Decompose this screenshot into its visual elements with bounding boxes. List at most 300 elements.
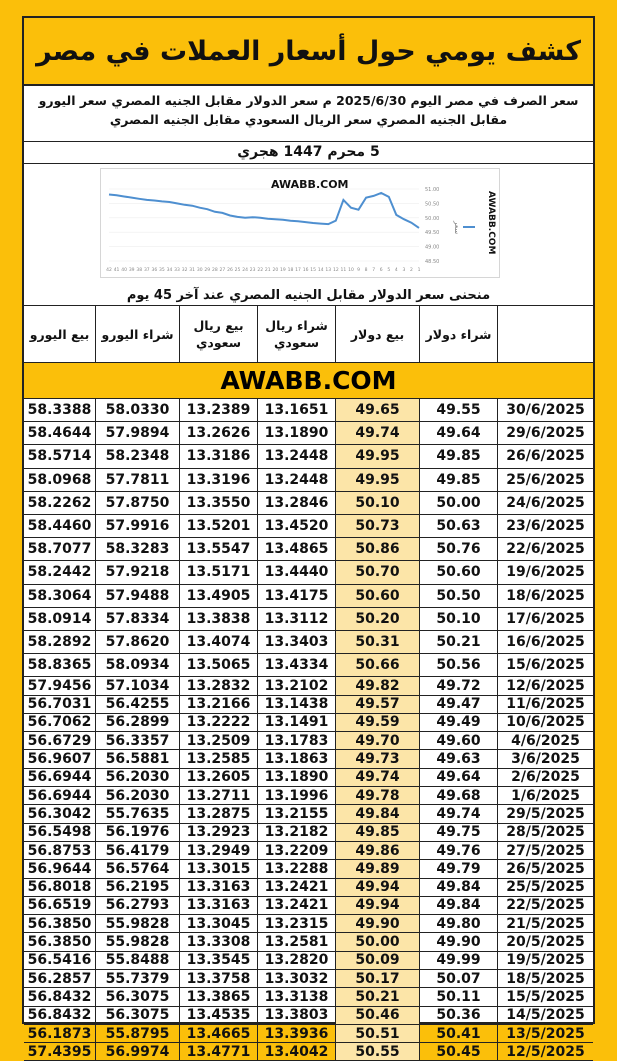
chart-y-tick: 48.50 bbox=[425, 259, 440, 265]
cell-riyal-buy: 13.3032 bbox=[258, 970, 336, 987]
cell-dollar-sell: 50.51 bbox=[336, 1025, 420, 1042]
cell-dollar-sell: 49.95 bbox=[336, 445, 420, 467]
cell-euro-sell: 58.2442 bbox=[24, 561, 96, 583]
cell-euro-sell: 58.0914 bbox=[24, 608, 96, 630]
cell-date: 21/5/2025 bbox=[506, 915, 585, 932]
cell-euro-sell: 58.3388 bbox=[24, 399, 96, 421]
chart-title: AWABB.COM bbox=[271, 178, 349, 191]
cell-dollar-buy: 50.11 bbox=[420, 988, 498, 1005]
cell-euro-buy: 57.1034 bbox=[96, 677, 180, 694]
cell-dollar-sell: 49.70 bbox=[336, 732, 420, 749]
cell-riyal-sell: 13.2626 bbox=[180, 422, 258, 444]
cell-euro-sell: 56.5416 bbox=[24, 952, 96, 969]
cell-dollar-sell: 50.20 bbox=[336, 608, 420, 630]
chart-x-tick: 15 bbox=[310, 268, 317, 273]
cell-riyal-buy: 13.3803 bbox=[258, 1007, 336, 1024]
cell-date: 17/6/2025 bbox=[506, 610, 585, 627]
cell-date: 1/6/2025 bbox=[511, 787, 580, 804]
cell-riyal-buy: 13.3138 bbox=[258, 988, 336, 1005]
cell-euro-sell: 56.7031 bbox=[24, 696, 96, 713]
cell-riyal-sell: 13.4535 bbox=[180, 1007, 258, 1024]
cell-dollar-buy: 50.76 bbox=[420, 538, 498, 560]
cell-date: 12/5/2025 bbox=[506, 1043, 585, 1060]
cell-riyal-buy: 13.1890 bbox=[258, 422, 336, 444]
cell-dollar-buy: 49.47 bbox=[420, 696, 498, 713]
cell-riyal-buy: 13.1491 bbox=[258, 714, 336, 731]
table-row bbox=[24, 492, 593, 515]
cell-euro-buy: 58.0330 bbox=[96, 399, 180, 421]
chart-side-label: سعر bbox=[453, 221, 461, 235]
cell-riyal-sell: 13.3838 bbox=[180, 608, 258, 630]
table-row bbox=[24, 805, 593, 823]
cell-date: 29/6/2025 bbox=[506, 425, 585, 442]
cell-riyal-sell: 13.2711 bbox=[180, 787, 258, 804]
cell-euro-buy: 58.2348 bbox=[96, 445, 180, 467]
cell-date: 22/6/2025 bbox=[506, 541, 585, 558]
cell-riyal-sell: 13.5065 bbox=[180, 654, 258, 676]
cell-date: 26/6/2025 bbox=[506, 448, 585, 465]
cell-euro-sell: 57.4395 bbox=[24, 1043, 96, 1060]
cell-euro-buy: 56.2030 bbox=[96, 769, 180, 786]
page-title: كشف يومي حول أسعار العملات في مصر bbox=[24, 18, 593, 86]
cell-riyal-buy: 13.2448 bbox=[258, 469, 336, 491]
table-row bbox=[24, 879, 593, 897]
cell-riyal-sell: 13.3045 bbox=[180, 915, 258, 932]
cell-euro-buy: 56.4179 bbox=[96, 842, 180, 859]
header-date bbox=[498, 306, 593, 362]
cell-date: 19/6/2025 bbox=[506, 564, 585, 581]
chart-x-tick: 20 bbox=[272, 268, 279, 273]
cell-riyal-buy: 13.4440 bbox=[258, 561, 336, 583]
cell-euro-buy: 57.7811 bbox=[96, 469, 180, 491]
chart-x-tick: 27 bbox=[219, 268, 226, 273]
cell-euro-buy: 57.9894 bbox=[96, 422, 180, 444]
cell-riyal-sell: 13.2832 bbox=[180, 677, 258, 694]
cell-riyal-buy: 13.1996 bbox=[258, 787, 336, 804]
table-row bbox=[24, 696, 593, 714]
cell-riyal-sell: 13.2389 bbox=[180, 399, 258, 421]
cell-riyal-buy: 13.2209 bbox=[258, 842, 336, 859]
cell-euro-buy: 56.2793 bbox=[96, 897, 180, 914]
cell-riyal-sell: 13.4771 bbox=[180, 1043, 258, 1060]
cell-dollar-sell: 49.86 bbox=[336, 842, 420, 859]
chart-series-line bbox=[109, 193, 419, 228]
cell-riyal-buy: 13.4865 bbox=[258, 538, 336, 560]
chart-caption: منحنى سعر الدولار مقابل الجنيه المصري عند آخر 45 يوم bbox=[126, 288, 491, 303]
cell-dollar-buy: 49.85 bbox=[420, 445, 498, 467]
cell-riyal-buy: 13.1651 bbox=[258, 399, 336, 421]
table-header bbox=[24, 305, 593, 363]
chart-x-tick: 30 bbox=[196, 268, 203, 273]
cell-riyal-sell: 13.2509 bbox=[180, 732, 258, 749]
cell-dollar-buy: 49.76 bbox=[420, 842, 498, 859]
cell-dollar-buy: 49.75 bbox=[420, 824, 498, 841]
cell-riyal-sell: 13.2949 bbox=[180, 842, 258, 859]
cell-riyal-buy: 13.4334 bbox=[258, 654, 336, 676]
cell-euro-buy: 57.8750 bbox=[96, 492, 180, 514]
chart-y-tick: 50.00 bbox=[425, 215, 440, 222]
chart-x-tick: 33 bbox=[174, 268, 180, 273]
cell-date: 24/6/2025 bbox=[506, 494, 585, 511]
cell-dollar-sell: 50.21 bbox=[336, 988, 420, 1005]
chart-x-tick: 32 bbox=[181, 268, 188, 273]
hijri-date: 5 محرم 1447 هجري bbox=[24, 142, 593, 164]
cell-dollar-sell: 49.59 bbox=[336, 714, 420, 731]
cell-dollar-buy: 50.00 bbox=[420, 492, 498, 514]
chart-x-tick: 4 bbox=[394, 268, 398, 273]
cell-riyal-sell: 13.5201 bbox=[180, 515, 258, 537]
cell-dollar-buy: 49.49 bbox=[420, 714, 498, 731]
header-riyal-sell: بيع ريال سعودي bbox=[180, 306, 258, 362]
table-row bbox=[24, 654, 593, 677]
cell-dollar-sell: 49.94 bbox=[336, 897, 420, 914]
cell-riyal-sell: 13.2585 bbox=[180, 750, 258, 767]
cell-euro-buy: 56.9974 bbox=[96, 1043, 180, 1060]
table-row bbox=[24, 750, 593, 768]
cell-dollar-buy: 50.56 bbox=[420, 654, 498, 676]
cell-euro-sell: 56.2857 bbox=[24, 970, 96, 987]
cell-riyal-buy: 13.3403 bbox=[258, 631, 336, 653]
cell-euro-buy: 55.7635 bbox=[96, 805, 180, 822]
cell-euro-sell: 56.6519 bbox=[24, 897, 96, 914]
cell-euro-sell: 56.3850 bbox=[24, 933, 96, 950]
table-row bbox=[24, 631, 593, 654]
cell-date: 12/6/2025 bbox=[506, 677, 585, 694]
cell-riyal-buy: 13.2448 bbox=[258, 445, 336, 467]
cell-date: 29/5/2025 bbox=[506, 805, 585, 822]
cell-date: 4/6/2025 bbox=[511, 732, 580, 749]
cell-dollar-sell: 49.90 bbox=[336, 915, 420, 932]
cell-euro-buy: 55.7379 bbox=[96, 970, 180, 987]
cell-riyal-buy: 13.2288 bbox=[258, 860, 336, 877]
cell-dollar-sell: 50.60 bbox=[336, 585, 420, 607]
chart-svg bbox=[101, 169, 501, 279]
cell-date: 22/5/2025 bbox=[506, 897, 585, 914]
cell-riyal-sell: 13.4074 bbox=[180, 631, 258, 653]
cell-dollar-sell: 49.95 bbox=[336, 469, 420, 491]
table-row bbox=[24, 1025, 593, 1043]
chart-x-tick: 6 bbox=[379, 268, 383, 273]
cell-date: 2/6/2025 bbox=[511, 769, 580, 786]
chart-x-tick: 39 bbox=[128, 268, 135, 273]
cell-dollar-sell: 50.86 bbox=[336, 538, 420, 560]
cell-dollar-buy: 49.74 bbox=[420, 805, 498, 822]
cell-date: 16/6/2025 bbox=[506, 633, 585, 650]
chart-x-tick: 8 bbox=[364, 268, 368, 273]
cell-dollar-buy: 49.84 bbox=[420, 897, 498, 914]
cell-euro-sell: 56.6944 bbox=[24, 769, 96, 786]
cell-dollar-sell: 50.66 bbox=[336, 654, 420, 676]
table-row bbox=[24, 608, 593, 631]
cell-dollar-sell: 49.74 bbox=[336, 769, 420, 786]
cell-dollar-buy: 49.80 bbox=[420, 915, 498, 932]
chart-x-tick: 18 bbox=[287, 268, 294, 273]
cell-riyal-buy: 13.4042 bbox=[258, 1043, 336, 1060]
cell-euro-sell: 56.6944 bbox=[24, 787, 96, 804]
cell-dollar-sell: 50.31 bbox=[336, 631, 420, 653]
table-row bbox=[24, 515, 593, 538]
cell-date: 25/6/2025 bbox=[506, 471, 585, 488]
cell-euro-sell: 58.2262 bbox=[24, 492, 96, 514]
cell-dollar-sell: 49.89 bbox=[336, 860, 420, 877]
cell-riyal-sell: 13.2923 bbox=[180, 824, 258, 841]
cell-euro-sell: 56.8018 bbox=[24, 879, 96, 896]
cell-riyal-sell: 13.4905 bbox=[180, 585, 258, 607]
rates-table-body bbox=[24, 399, 593, 1061]
cell-dollar-buy: 50.60 bbox=[420, 561, 498, 583]
cell-euro-buy: 58.3283 bbox=[96, 538, 180, 560]
chart-legend-label: AWABB.COM bbox=[486, 191, 496, 255]
cell-riyal-sell: 13.3163 bbox=[180, 897, 258, 914]
cell-date: 10/6/2025 bbox=[506, 714, 585, 731]
cell-dollar-sell: 50.17 bbox=[336, 970, 420, 987]
cell-euro-buy: 56.3357 bbox=[96, 732, 180, 749]
cell-dollar-sell: 50.55 bbox=[336, 1043, 420, 1060]
chart-x-tick: 24 bbox=[242, 268, 248, 273]
cell-euro-sell: 56.8432 bbox=[24, 1007, 96, 1024]
table-row bbox=[24, 897, 593, 915]
table-row bbox=[24, 970, 593, 988]
cell-euro-buy: 57.9916 bbox=[96, 515, 180, 537]
chart-x-tick: 5 bbox=[387, 268, 391, 273]
cell-riyal-sell: 13.3015 bbox=[180, 860, 258, 877]
cell-euro-sell: 56.1873 bbox=[24, 1025, 96, 1042]
chart-x-tick: 23 bbox=[249, 268, 256, 273]
chart-x-tick: 12 bbox=[332, 268, 339, 273]
cell-riyal-buy: 13.3936 bbox=[258, 1025, 336, 1042]
header-dollar-sell: بيع دولار bbox=[336, 306, 420, 362]
cell-riyal-buy: 13.2846 bbox=[258, 492, 336, 514]
cell-riyal-sell: 13.3545 bbox=[180, 952, 258, 969]
cell-riyal-sell: 13.3865 bbox=[180, 988, 258, 1005]
chart-x-tick: 21 bbox=[264, 268, 271, 273]
header-dollar-buy: شراء دولار bbox=[420, 306, 498, 362]
cell-dollar-sell: 50.46 bbox=[336, 1007, 420, 1024]
chart-x-tick: 29 bbox=[204, 268, 211, 273]
cell-euro-sell: 56.9607 bbox=[24, 750, 96, 767]
cell-euro-sell: 58.2892 bbox=[24, 631, 96, 653]
cell-dollar-sell: 49.94 bbox=[336, 879, 420, 896]
cell-riyal-buy: 13.2421 bbox=[258, 897, 336, 914]
dollar-chart bbox=[100, 168, 500, 278]
cell-dollar-sell: 50.73 bbox=[336, 515, 420, 537]
cell-dollar-sell: 49.85 bbox=[336, 824, 420, 841]
table-row bbox=[24, 769, 593, 787]
cell-euro-sell: 58.4644 bbox=[24, 422, 96, 444]
cell-euro-sell: 57.9456 bbox=[24, 677, 96, 694]
cell-riyal-buy: 13.2820 bbox=[258, 952, 336, 969]
cell-riyal-sell: 13.4665 bbox=[180, 1025, 258, 1042]
cell-dollar-sell: 50.10 bbox=[336, 492, 420, 514]
cell-dollar-buy: 49.63 bbox=[420, 750, 498, 767]
header-euro-sell: بيع اليورو bbox=[24, 306, 96, 362]
table-row bbox=[24, 1043, 593, 1061]
chart-x-tick: 34 bbox=[166, 268, 173, 273]
cell-date: 3/6/2025 bbox=[511, 751, 580, 768]
cell-dollar-buy: 49.55 bbox=[420, 399, 498, 421]
chart-x-tick: 38 bbox=[136, 268, 143, 273]
cell-euro-buy: 56.2195 bbox=[96, 879, 180, 896]
cell-dollar-buy: 50.21 bbox=[420, 631, 498, 653]
cell-date: 14/5/2025 bbox=[506, 1007, 585, 1024]
cell-riyal-buy: 13.3112 bbox=[258, 608, 336, 630]
cell-date: 11/6/2025 bbox=[506, 696, 585, 713]
cell-riyal-sell: 13.5547 bbox=[180, 538, 258, 560]
table-row bbox=[24, 824, 593, 842]
table-row bbox=[24, 585, 593, 608]
table-row bbox=[24, 538, 593, 561]
cell-dollar-buy: 50.10 bbox=[420, 608, 498, 630]
cell-dollar-sell: 49.65 bbox=[336, 399, 420, 421]
chart-x-tick: 9 bbox=[357, 268, 360, 273]
chart-x-tick: 1 bbox=[417, 268, 421, 273]
chart-x-tick: 22 bbox=[257, 268, 264, 273]
chart-x-tick: 26 bbox=[227, 268, 233, 273]
cell-euro-sell: 58.5714 bbox=[24, 445, 96, 467]
cell-dollar-sell: 49.73 bbox=[336, 750, 420, 767]
table-row bbox=[24, 677, 593, 695]
cell-date: 23/6/2025 bbox=[506, 518, 585, 535]
chart-y-tick: 49.50 bbox=[425, 230, 440, 237]
cell-date: 13/5/2025 bbox=[506, 1025, 585, 1042]
cell-euro-buy: 56.2030 bbox=[96, 787, 180, 804]
cell-date: 15/6/2025 bbox=[506, 657, 585, 674]
chart-x-tick: 35 bbox=[159, 268, 165, 273]
table-row bbox=[24, 915, 593, 933]
cell-euro-sell: 56.7062 bbox=[24, 714, 96, 731]
cell-euro-buy: 55.8488 bbox=[96, 952, 180, 969]
cell-date: 25/5/2025 bbox=[506, 879, 585, 896]
cell-date: 20/5/2025 bbox=[506, 934, 585, 951]
cell-euro-buy: 55.8795 bbox=[96, 1025, 180, 1042]
cell-dollar-sell: 49.82 bbox=[336, 677, 420, 694]
cell-dollar-sell: 50.09 bbox=[336, 952, 420, 969]
cell-dollar-buy: 50.50 bbox=[420, 585, 498, 607]
cell-riyal-sell: 13.2875 bbox=[180, 805, 258, 822]
cell-dollar-buy: 50.36 bbox=[420, 1007, 498, 1024]
cell-riyal-buy: 13.2421 bbox=[258, 879, 336, 896]
chart-section bbox=[24, 164, 593, 305]
cell-date: 19/5/2025 bbox=[506, 952, 585, 969]
cell-dollar-sell: 49.84 bbox=[336, 805, 420, 822]
cell-euro-sell: 58.8365 bbox=[24, 654, 96, 676]
cell-riyal-sell: 13.3758 bbox=[180, 970, 258, 987]
cell-dollar-buy: 49.72 bbox=[420, 677, 498, 694]
chart-x-tick: 14 bbox=[317, 268, 324, 273]
cell-riyal-buy: 13.1783 bbox=[258, 732, 336, 749]
table-row bbox=[24, 422, 593, 445]
cell-dollar-sell: 50.70 bbox=[336, 561, 420, 583]
chart-x-tick: 3 bbox=[402, 268, 406, 273]
cell-dollar-buy: 49.60 bbox=[420, 732, 498, 749]
cell-euro-sell: 56.3850 bbox=[24, 915, 96, 932]
rates-sheet bbox=[22, 16, 595, 1060]
cell-date: 26/5/2025 bbox=[506, 860, 585, 877]
cell-dollar-buy: 49.79 bbox=[420, 860, 498, 877]
cell-euro-sell: 56.5498 bbox=[24, 824, 96, 841]
chart-x-tick: 36 bbox=[151, 268, 158, 273]
cell-dollar-sell: 49.57 bbox=[336, 696, 420, 713]
cell-euro-buy: 55.9828 bbox=[96, 915, 180, 932]
site-banner: AWABB.COM bbox=[24, 363, 593, 399]
cell-riyal-sell: 13.3550 bbox=[180, 492, 258, 514]
cell-euro-sell: 56.8432 bbox=[24, 988, 96, 1005]
cell-euro-buy: 56.3075 bbox=[96, 1007, 180, 1024]
cell-riyal-sell: 13.2222 bbox=[180, 714, 258, 731]
cell-dollar-buy: 50.63 bbox=[420, 515, 498, 537]
table-row bbox=[24, 842, 593, 860]
cell-dollar-sell: 49.74 bbox=[336, 422, 420, 444]
cell-euro-buy: 58.0934 bbox=[96, 654, 180, 676]
table-row bbox=[24, 952, 593, 970]
cell-dollar-buy: 49.99 bbox=[420, 952, 498, 969]
chart-x-tick: 41 bbox=[113, 268, 120, 273]
cell-dollar-buy: 50.45 bbox=[420, 1043, 498, 1060]
cell-dollar-buy: 49.84 bbox=[420, 879, 498, 896]
cell-riyal-sell: 13.3196 bbox=[180, 469, 258, 491]
table-row bbox=[24, 469, 593, 492]
cell-riyal-buy: 13.2182 bbox=[258, 824, 336, 841]
cell-euro-sell: 56.9644 bbox=[24, 860, 96, 877]
page-description: سعر الصرف في مصر اليوم 2025/6/30 م سعر الدولار مقابل الجنيه المصري سعر اليورو مقابل الجنيه المصري سعر الريال السعودي مقابل الجنيه المصري bbox=[24, 86, 593, 142]
chart-x-tick: 11 bbox=[340, 268, 347, 273]
cell-dollar-sell: 50.00 bbox=[336, 933, 420, 950]
chart-x-tick: 28 bbox=[211, 268, 218, 273]
cell-euro-buy: 57.8620 bbox=[96, 631, 180, 653]
cell-date: 30/6/2025 bbox=[506, 402, 585, 419]
cell-euro-buy: 56.5764 bbox=[96, 860, 180, 877]
table-row bbox=[24, 988, 593, 1006]
cell-dollar-buy: 49.90 bbox=[420, 933, 498, 950]
chart-x-tick: 25 bbox=[234, 268, 241, 273]
chart-x-tick: 19 bbox=[280, 268, 286, 273]
cell-dollar-buy: 50.07 bbox=[420, 970, 498, 987]
cell-euro-buy: 55.9828 bbox=[96, 933, 180, 950]
cell-riyal-sell: 13.5171 bbox=[180, 561, 258, 583]
chart-x-tick: 7 bbox=[372, 268, 376, 273]
cell-euro-buy: 56.5881 bbox=[96, 750, 180, 767]
cell-euro-buy: 56.1976 bbox=[96, 824, 180, 841]
table-row bbox=[24, 732, 593, 750]
cell-riyal-buy: 13.1863 bbox=[258, 750, 336, 767]
cell-euro-buy: 57.9488 bbox=[96, 585, 180, 607]
table-row bbox=[24, 561, 593, 584]
chart-y-tick: 51.00 bbox=[425, 187, 440, 193]
chart-y-tick: 50.50 bbox=[425, 201, 440, 208]
cell-dollar-sell: 49.78 bbox=[336, 787, 420, 804]
chart-x-tick: 17 bbox=[295, 268, 301, 273]
cell-euro-sell: 58.4460 bbox=[24, 515, 96, 537]
table-row bbox=[24, 714, 593, 732]
header-euro-buy: شراء اليورو bbox=[96, 306, 180, 362]
cell-riyal-sell: 13.2605 bbox=[180, 769, 258, 786]
cell-riyal-buy: 13.2581 bbox=[258, 933, 336, 950]
cell-euro-sell: 58.0968 bbox=[24, 469, 96, 491]
cell-riyal-sell: 13.3308 bbox=[180, 933, 258, 950]
chart-x-tick: 31 bbox=[189, 268, 196, 273]
cell-euro-buy: 57.8334 bbox=[96, 608, 180, 630]
cell-date: 28/5/2025 bbox=[506, 824, 585, 841]
chart-x-tick: 37 bbox=[143, 268, 150, 273]
chart-x-tick: 2 bbox=[410, 268, 413, 273]
cell-euro-buy: 56.2899 bbox=[96, 714, 180, 731]
chart-x-tick: 13 bbox=[325, 268, 332, 273]
cell-riyal-buy: 13.1438 bbox=[258, 696, 336, 713]
cell-euro-sell: 56.3042 bbox=[24, 805, 96, 822]
cell-date: 27/5/2025 bbox=[506, 842, 585, 859]
cell-riyal-buy: 13.4520 bbox=[258, 515, 336, 537]
cell-riyal-buy: 13.1890 bbox=[258, 769, 336, 786]
